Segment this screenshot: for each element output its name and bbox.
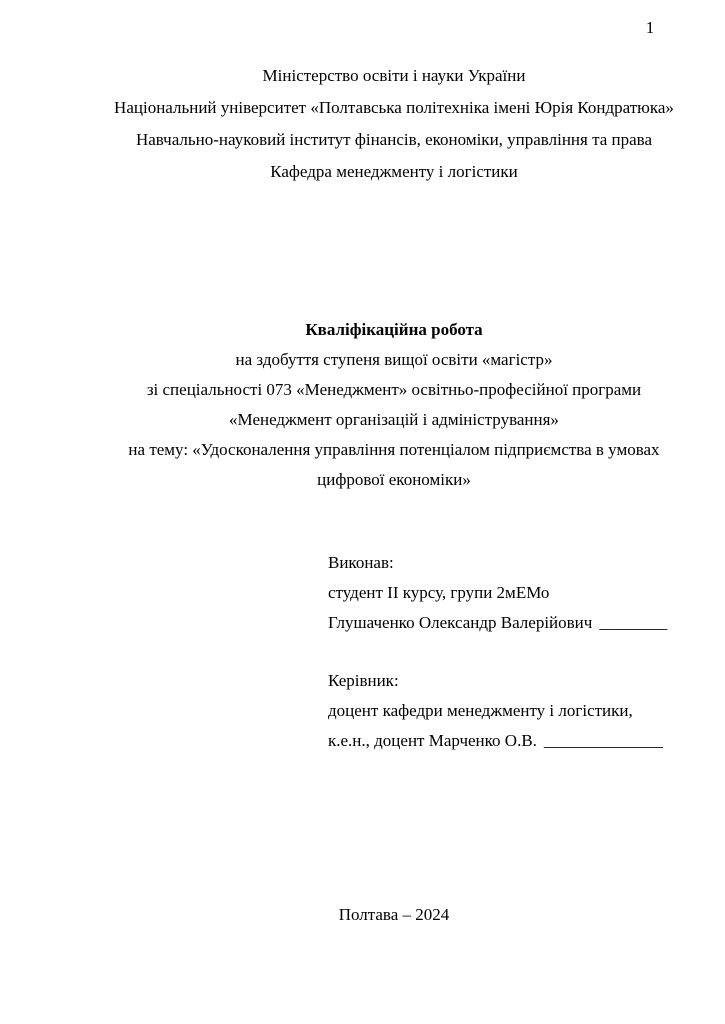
executor-name-line bbox=[328, 608, 667, 638]
executor-label: Виконав: bbox=[328, 553, 394, 572]
institute-line: Навчально-науковий інститут фінансів, економіки, управління та права bbox=[135, 130, 653, 149]
supervisor-name: к.е.н., доцент Марченко О.В. bbox=[328, 731, 537, 750]
topic-line-2: цифрової економіки» bbox=[317, 470, 471, 489]
program-line: «Менеджмент організацій і адміністрування» bbox=[229, 410, 559, 429]
department-line: Кафедра менеджменту і логістики bbox=[270, 162, 518, 181]
page-number: 1 bbox=[645, 18, 655, 37]
title-block bbox=[84, 315, 704, 495]
ministry-line: Міністерство освіти і науки України bbox=[262, 66, 526, 85]
university-line: Національний університет «Полтавська політехніка імені Юрія Кондратюка» bbox=[114, 98, 674, 117]
executor-signature-line: ________ bbox=[599, 613, 668, 632]
executor-block bbox=[328, 548, 667, 638]
supervisor-label: Керівник: bbox=[328, 671, 399, 690]
executor-name: Глушаченко Олександр Валерійович bbox=[328, 613, 593, 632]
degree-line: на здобуття ступеня вищої освіти «магістр» bbox=[235, 350, 553, 369]
supervisor-block bbox=[328, 666, 663, 756]
specialty-line: зі спеціальності 073 «Менеджмент» освітньо-професійної програми bbox=[146, 380, 642, 399]
work-title: Кваліфікаційна робота bbox=[305, 320, 483, 339]
city-year-line: Полтава – 2024 bbox=[338, 905, 450, 924]
header-block bbox=[84, 60, 704, 188]
supervisor-name-line bbox=[328, 726, 663, 756]
topic-line-1: на тему: «Удосконалення управління потенціалом підприємства в умовах bbox=[128, 440, 660, 459]
supervisor-position-line: доцент кафедри менеджменту і логістики, bbox=[328, 701, 633, 720]
supervisor-signature-line: ______________ bbox=[543, 731, 663, 750]
executor-course-line: студент ІІ курсу, групи 2мЕМо bbox=[328, 583, 550, 602]
